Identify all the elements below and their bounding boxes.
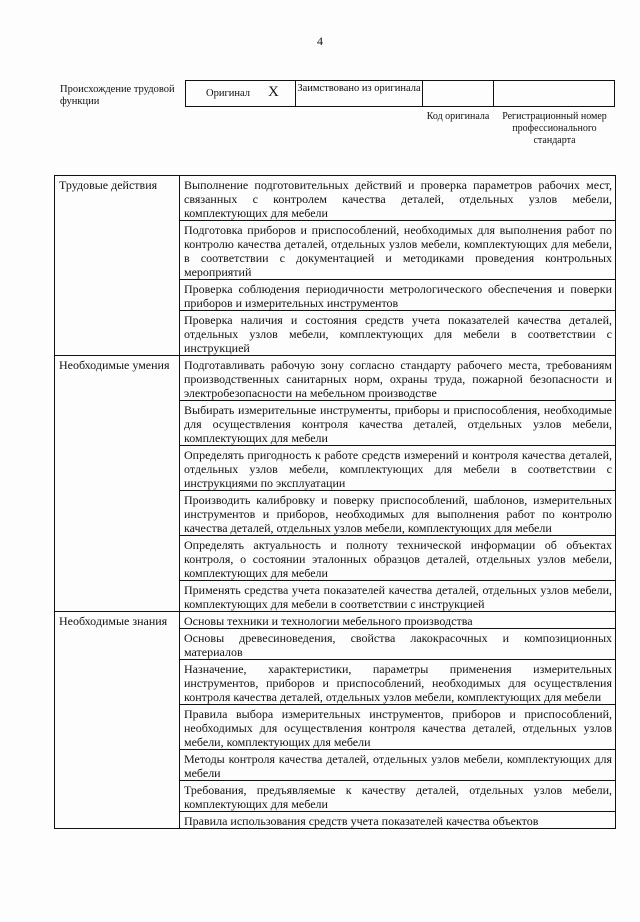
function-table (54, 175, 616, 829)
section-item: Проверка наличия и состояния средств учета показателей качества деталей, отдельных узлов мебели, комплектующих для мебели в соответствии с инструкцией (180, 311, 616, 356)
origin-box (185, 80, 615, 107)
page-number: 4 (317, 34, 323, 48)
reg-number-caption: Регистрационный номер профессионального стандарта (502, 111, 607, 146)
section-item: Основы техники и технологии мебельного производства (180, 612, 616, 629)
section-item: Основы древесиноведения, свойства лакокрасочных и композиционных материалов (180, 629, 616, 660)
original-label: Оригинал (206, 88, 250, 99)
section-heading: Необходимые умения (55, 356, 180, 612)
section-item: Подготовка приборов и приспособлений, необходимых для выполнения работ по контролю качества деталей, отдельных узлов мебели, комплектующих для мебели, в соответствии с документацией и методиками проведения контрольных мероприятий (180, 221, 616, 280)
section-item: Применять средства учета показателей качества деталей, отдельных узлов мебели, комплектующих для мебели в соответствии с инструкцией (180, 581, 616, 612)
table-row (55, 176, 616, 221)
reg-number-cell (494, 81, 614, 106)
section-item: Проверка соблюдения периодичности метрологического обеспечения и поверки приборов и измерительных инструментов (180, 280, 616, 311)
section-item: Требования, предъявляемые к качеству деталей, отдельных узлов мебели, комплектующих для мебели (180, 781, 616, 812)
code-cell (423, 81, 494, 106)
section-item: Подготавливать рабочую зону согласно стандарту рабочего места, требованиям производственных санитарных норм, охраны труда, пожарной безопасности и электробезопасности на мебельном производстве (180, 356, 616, 401)
section-item: Методы контроля качества деталей, отдельных узлов мебели, комплектующих для мебели (180, 750, 616, 781)
table-row (55, 356, 616, 401)
code-caption: Код оригинала (426, 111, 490, 122)
section-item: Правила использования средств учета показателей качества объектов (180, 812, 616, 829)
origin-label: Происхождение трудовой функции (60, 84, 175, 107)
table-row (55, 612, 616, 629)
original-cell (186, 81, 296, 106)
section-item: Производить калибровку и поверку приспособлений, шаблонов, измерительных инструментов и приборов, необходимых для выполнения работ по контролю качества деталей, отдельных узлов мебели, комплектующих для мебели (180, 491, 616, 536)
section-item: Определять пригодность к работе средств измерений и контроля качества деталей, отдельных узлов мебели, комплектующих для мебели в соответствии с инструкциями по эксплуатации (180, 446, 616, 491)
section-item: Правила выбора измерительных инструментов, приборов и приспособлений, необходимых для осуществления контроля качества деталей, отдельных узлов мебели, комплектующих для мебели (180, 705, 616, 750)
section-heading: Необходимые знания (55, 612, 180, 829)
section-item: Назначение, характеристики, параметры применения измерительных инструментов, приборов и приспособлений, необходимых для осуществления контроля качества деталей, отдельных узлов мебели, комплектующих для мебели (180, 660, 616, 705)
section-item: Выполнение подготовительных действий и проверка параметров рабочих мест, связанных с контролем качества деталей, отдельных узлов мебели, комплектующих для мебели (180, 176, 616, 221)
section-item: Определять актуальность и полноту технической информации об объектах контроля, о состоянии эталонных образцов деталей, отдельных узлов мебели, комплектующих для мебели (180, 536, 616, 581)
section-heading: Трудовые действия (55, 176, 180, 356)
section-item: Выбирать измерительные инструменты, приборы и приспособления, необходимые для осуществления контроля качества деталей, отдельных узлов мебели, комплектующих для мебели (180, 401, 616, 446)
original-mark: X (268, 84, 279, 100)
borrowed-label: Заимствовано из оригинала (296, 81, 423, 106)
